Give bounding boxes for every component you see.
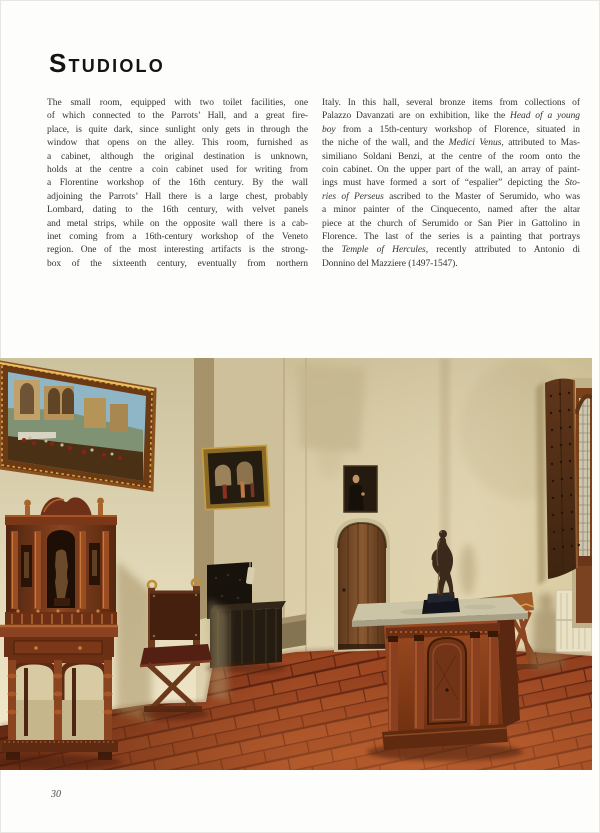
text-line: adjoining the Parrots’ Hall there is a large chest, probably: [47, 191, 308, 202]
text-line: The small room, equipped with two toilet facilities, one: [47, 98, 308, 108]
arched-wooden-door: [334, 518, 390, 652]
page-title: Studiolo: [49, 48, 165, 78]
text-line: coin cabinet. On the upper part of the wall, an array of paint-: [322, 165, 580, 176]
text-line: similiano Soldani Benzi, at the centre of the room onto the: [322, 151, 580, 162]
studiolo-room-photo: [0, 358, 592, 770]
text-line: and metal strips, while on the opposite wall there is a cab-: [47, 218, 308, 229]
text-column-right: [322, 97, 580, 271]
text-line: a minor painter of the Cinquecento, named after the altar: [322, 205, 580, 216]
text-line: a Florentine workshop of the 16th century. By the wall: [47, 178, 308, 189]
small-framed-painting: [202, 445, 269, 509]
text-line: Florence. The last of the series is a painting that portrays: [322, 232, 580, 243]
text-line: Palazzo Davanzati are on exhibition, like the Head of a young: [322, 111, 580, 122]
text-line: the Temple of Hercules, recently attributed to Antonio di: [322, 245, 580, 256]
text-line: ings must have formed a sort of “espalier” depicting the Sto-: [322, 178, 580, 189]
text-line: a cabinet, although the original destination is unknown,: [47, 151, 308, 162]
text-line: inet coming from a 16th-century workshop of the Veneto: [47, 232, 308, 243]
text-line: window that opens on the alley. This room, furnished as: [47, 138, 308, 149]
window-shutter: [536, 379, 577, 586]
text-line: Donnino del Mazziere (1497-1547).: [322, 258, 458, 269]
portrait-painting: [344, 466, 377, 512]
page-number: 30: [51, 789, 61, 800]
text-line: Italy. In this hall, several bronze items from collections of: [322, 98, 580, 108]
text-line: piece at the church of Serumido or San Pier in Gattolino in: [322, 218, 580, 229]
text-line: holds at the centre a coin cabinet used for writing from: [47, 165, 308, 176]
text-line: boy from a 15th-century workshop of Florence, situated in: [322, 124, 580, 135]
text-line: box of the sixteenth century, eventually from northern: [47, 258, 308, 269]
text-line: of which connected to the Parrots’ Hall, and a great fire-: [47, 111, 308, 122]
text-line: ries of Perseus ascribed to the Master of Serumido, who was: [322, 191, 580, 202]
text-line: Lombard, dating to the 16th century, with velvet panels: [47, 205, 308, 216]
text-line: the niche of the wall, and the Medici Venus, attributed to Mas-: [322, 138, 580, 149]
text-line: place, is quite dark, since sunlight only gets in through the: [47, 124, 308, 135]
text-line: region. One of the most interesting artifacts is the strong-: [47, 245, 308, 256]
text-column-left: [47, 97, 308, 271]
room-photo-illustration: [0, 358, 592, 770]
